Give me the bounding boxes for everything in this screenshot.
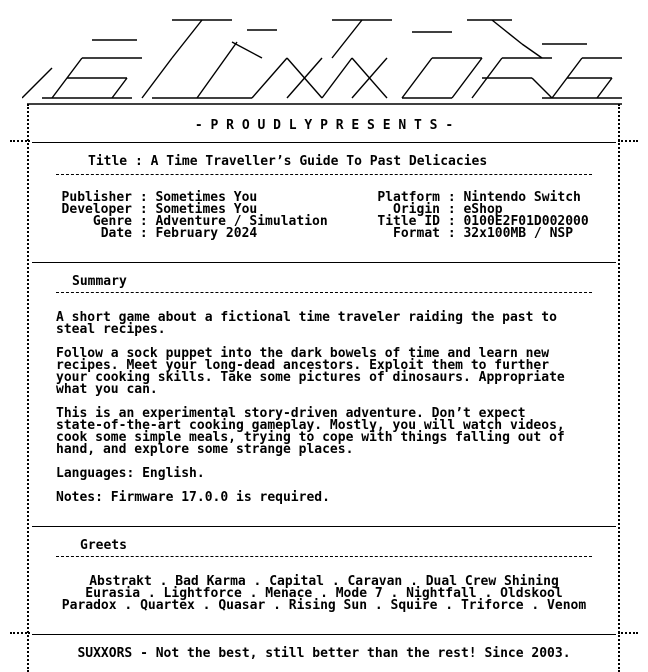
meta-value: Sometimes You bbox=[155, 190, 258, 205]
summary-paragraph bbox=[56, 312, 557, 336]
border-tick bbox=[10, 632, 30, 634]
text-line: Notes: Firmware 17.0.0 is required. bbox=[56, 490, 330, 505]
title-line: Title : A Time Traveller’s Guide To Past Delicacies bbox=[88, 154, 488, 169]
footer-tagline: SUXXORS - Not the best, still better than the rest! Since 2003. bbox=[77, 646, 571, 661]
divider bbox=[32, 634, 616, 635]
meta-row: Title ID : 0100E2F01D002000 bbox=[368, 216, 589, 228]
dashed-rule bbox=[56, 556, 592, 557]
meta-label: Genre bbox=[92, 214, 132, 229]
meta-label: Platform bbox=[377, 190, 440, 205]
meta-row: Platform : Nintendo Switch bbox=[368, 192, 589, 204]
meta-value: 0100E2F01D002000 bbox=[463, 214, 589, 229]
meta-row: Date : February 2024 bbox=[56, 228, 328, 240]
greets-line: Abstrakt . Bad Karma . Capital . Caravan . Dual Crew Shining bbox=[89, 574, 559, 589]
meta-label: Origin bbox=[393, 202, 440, 217]
dashed-rule bbox=[56, 174, 592, 175]
border-tick bbox=[618, 140, 638, 142]
title-label: Title bbox=[88, 154, 128, 169]
text-line: your cooking skills. Take some pictures of dinosaurs. Appropriate bbox=[56, 370, 565, 385]
meta-row: Publisher : Sometimes You bbox=[56, 192, 328, 204]
summary-paragraph bbox=[56, 408, 565, 456]
meta-label: Publisher bbox=[61, 190, 132, 205]
text-line: A short game about a fictional time traveler raiding the past to bbox=[56, 310, 557, 325]
summary-heading: Summary bbox=[72, 274, 127, 289]
meta-value: 32x100MB / NSP bbox=[463, 226, 574, 241]
border-tick bbox=[618, 632, 638, 634]
text-line: Follow a sock puppet into the dark bowels of time and learn new bbox=[56, 346, 550, 361]
summary-paragraph bbox=[56, 348, 565, 396]
meta-label: Developer bbox=[61, 202, 132, 217]
meta-value: Sometimes You bbox=[155, 202, 258, 217]
divider bbox=[32, 526, 616, 527]
presents-header: - P R O U D L Y P R E S E N T S - bbox=[194, 118, 454, 133]
meta-row: Developer : Sometimes You bbox=[56, 204, 328, 216]
right-border bbox=[618, 104, 623, 672]
border-tick bbox=[10, 140, 30, 142]
text-line: recipes. Meet your long-dead ancestors. Exploit them to further bbox=[56, 358, 550, 373]
text-line: Languages: English. bbox=[56, 466, 205, 481]
divider bbox=[32, 262, 616, 263]
text-line: cook some simple meals, trying to cope with things falling out of bbox=[56, 430, 565, 445]
text-line: steal recipes. bbox=[56, 322, 166, 337]
greets-line: Paradox . Quartex . Quasar . Rising Sun . Squire . Triforce . Venom bbox=[61, 598, 587, 613]
dashed-rule bbox=[56, 292, 592, 293]
greets-line: Eurasia . Lightforce . Menace . Mode 7 . Nightfall . Oldskool bbox=[85, 586, 563, 601]
text-line: hand, and explore some strange places. bbox=[56, 442, 354, 457]
text-line: state-of-the-art cooking gameplay. Mostly, you will watch videos, bbox=[56, 418, 565, 433]
meta-label: Title ID bbox=[377, 214, 440, 229]
meta-value: Nintendo Switch bbox=[463, 190, 581, 205]
suxxors-ascii-logo bbox=[22, 18, 626, 108]
meta-row: Origin : eShop bbox=[368, 204, 589, 216]
meta-value: eShop bbox=[463, 202, 503, 217]
meta-row: Format : 32x100MB / NSP bbox=[368, 228, 589, 240]
title-value: A Time Traveller’s Guide To Past Delicacies bbox=[150, 154, 488, 169]
meta-label: Date bbox=[100, 226, 132, 241]
text-line: what you can. bbox=[56, 382, 158, 397]
notes-line bbox=[56, 492, 330, 504]
meta-row: Genre : Adventure / Simulation bbox=[56, 216, 328, 228]
languages-line bbox=[56, 468, 205, 480]
divider bbox=[32, 142, 616, 143]
greets-list bbox=[32, 576, 616, 612]
meta-value: Adventure / Simulation bbox=[155, 214, 328, 229]
meta-right bbox=[368, 192, 589, 240]
meta-label: Format bbox=[393, 226, 440, 241]
meta-left bbox=[56, 192, 328, 240]
greets-heading: Greets bbox=[80, 538, 127, 553]
text-line: This is an experimental story-driven adventure. Don’t expect bbox=[56, 406, 526, 421]
meta-value: February 2024 bbox=[155, 226, 258, 241]
